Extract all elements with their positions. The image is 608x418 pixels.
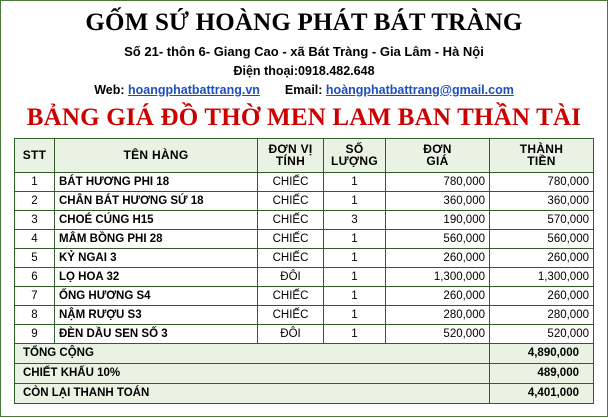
cell-name: KỶ NGAI 3 [55,248,258,267]
cell-unit: CHIẾC [258,172,324,191]
cell-unit-price: 520,000 [386,324,490,343]
cell-stt: 4 [15,229,55,248]
cell-name: CHÂN BÁT HƯƠNG SỨ 18 [55,191,258,210]
cell-quantity: 1 [324,305,386,324]
website-link[interactable]: hoangphatbattrang.vn [128,82,260,97]
cell-quantity: 1 [324,248,386,267]
cell-unit-price: 190,000 [386,210,490,229]
cell-unit: CHIẾC [258,248,324,267]
cell-stt: 7 [15,286,55,305]
cell-quantity: 1 [324,286,386,305]
table-row [15,191,594,210]
cell-stt: 1 [15,172,55,191]
cell-unit-price: 280,000 [386,305,490,324]
cell-name: ỐNG HƯƠNG S4 [55,286,258,305]
summary-row-payable [15,383,594,403]
table-header-row [15,138,594,172]
cell-unit-price: 560,000 [386,229,490,248]
summary-row-discount [15,363,594,383]
cell-unit: CHIẾC [258,210,324,229]
cell-unit: ĐÔI [258,324,324,343]
table-row [15,172,594,191]
cell-name: NẬM RƯỢU S3 [55,305,258,324]
column-header-name: TÊN HÀNG [55,138,258,172]
cell-unit: CHIẾC [258,191,324,210]
cell-unit-price: 780,000 [386,172,490,191]
shop-phone: Điện thoại:0918.482.648 [233,63,375,78]
cell-unit: CHIẾC [258,286,324,305]
shop-title: GỐM SỨ HOÀNG PHÁT BÁT TRÀNG [85,9,523,36]
cell-unit-price: 260,000 [386,248,490,267]
cell-amount: 520,000 [490,324,594,343]
cell-unit-price: 260,000 [386,286,490,305]
cell-stt: 3 [15,210,55,229]
cell-unit-price: 1,300,000 [386,267,490,286]
cell-unit: CHIẾC [258,305,324,324]
cell-amount: 260,000 [490,248,594,267]
cell-name: ĐÈN DẦU SEN SỐ 3 [55,324,258,343]
price-table-head [15,138,594,172]
summary-label: TỔNG CỘNG [15,343,490,363]
table-row [15,248,594,267]
cell-amount: 1,300,000 [490,267,594,286]
column-header-unit-price: ĐƠN GIÁ [386,138,490,172]
document-header [1,1,607,97]
cell-amount: 260,000 [490,286,594,305]
cell-quantity: 1 [324,229,386,248]
cell-name: LỌ HOA 32 [55,267,258,286]
email-link[interactable]: hoàngphatbattrang@gmail.com [325,82,514,97]
column-header-quantity: SỐ LƯỢNG [324,138,386,172]
cell-name: BÁT HƯƠNG PHI 18 [55,172,258,191]
cell-stt: 9 [15,324,55,343]
cell-unit: ĐÔI [258,267,324,286]
cell-amount: 280,000 [490,305,594,324]
web-label: Web: [94,82,125,97]
shop-contact [1,83,607,97]
column-header-stt: STT [15,138,55,172]
cell-name: MÂM BỒNG PHI 28 [55,229,258,248]
column-header-unit: ĐƠN VỊ TÍNH [258,138,324,172]
shop-address: Số 21- thôn 6- Giang Cao - xã Bát Tràng - Gia Lâm - Hà Nội [124,43,484,59]
table-row [15,267,594,286]
summary-row-total [15,343,594,363]
price-table [14,138,594,404]
email-label: Email: [284,82,323,97]
cell-name: CHOÉ CÚNG H15 [55,210,258,229]
cell-amount: 570,000 [490,210,594,229]
cell-unit: CHIẾC [258,229,324,248]
cell-stt: 8 [15,305,55,324]
table-row [15,305,594,324]
cell-stt: 5 [15,248,55,267]
table-row [15,324,594,343]
summary-label: CÒN LẠI THANH TOÁN [15,383,490,403]
cell-stt: 6 [15,267,55,286]
cell-quantity: 3 [324,210,386,229]
cell-quantity: 1 [324,191,386,210]
price-table-body [15,172,594,403]
cell-amount: 780,000 [490,172,594,191]
document-bottom-space [1,404,607,418]
table-row [15,229,594,248]
table-row [15,286,594,305]
summary-value: 489,000 [490,363,594,383]
cell-amount: 560,000 [490,229,594,248]
cell-quantity: 1 [324,172,386,191]
cell-quantity: 1 [324,267,386,286]
summary-value: 4,890,000 [490,343,594,363]
cell-unit-price: 360,000 [386,191,490,210]
table-row [15,210,594,229]
column-header-amount: THÀNH TIỀN [490,138,594,172]
summary-value: 4,401,000 [490,383,594,403]
summary-label: CHIẾT KHẤU 10% [15,363,490,383]
cell-quantity: 1 [324,324,386,343]
price-list-banner: BẢNG GIÁ ĐỒ THỜ MEN LAM BAN THẦN TÀI [26,103,582,131]
cell-stt: 2 [15,191,55,210]
cell-amount: 360,000 [490,191,594,210]
